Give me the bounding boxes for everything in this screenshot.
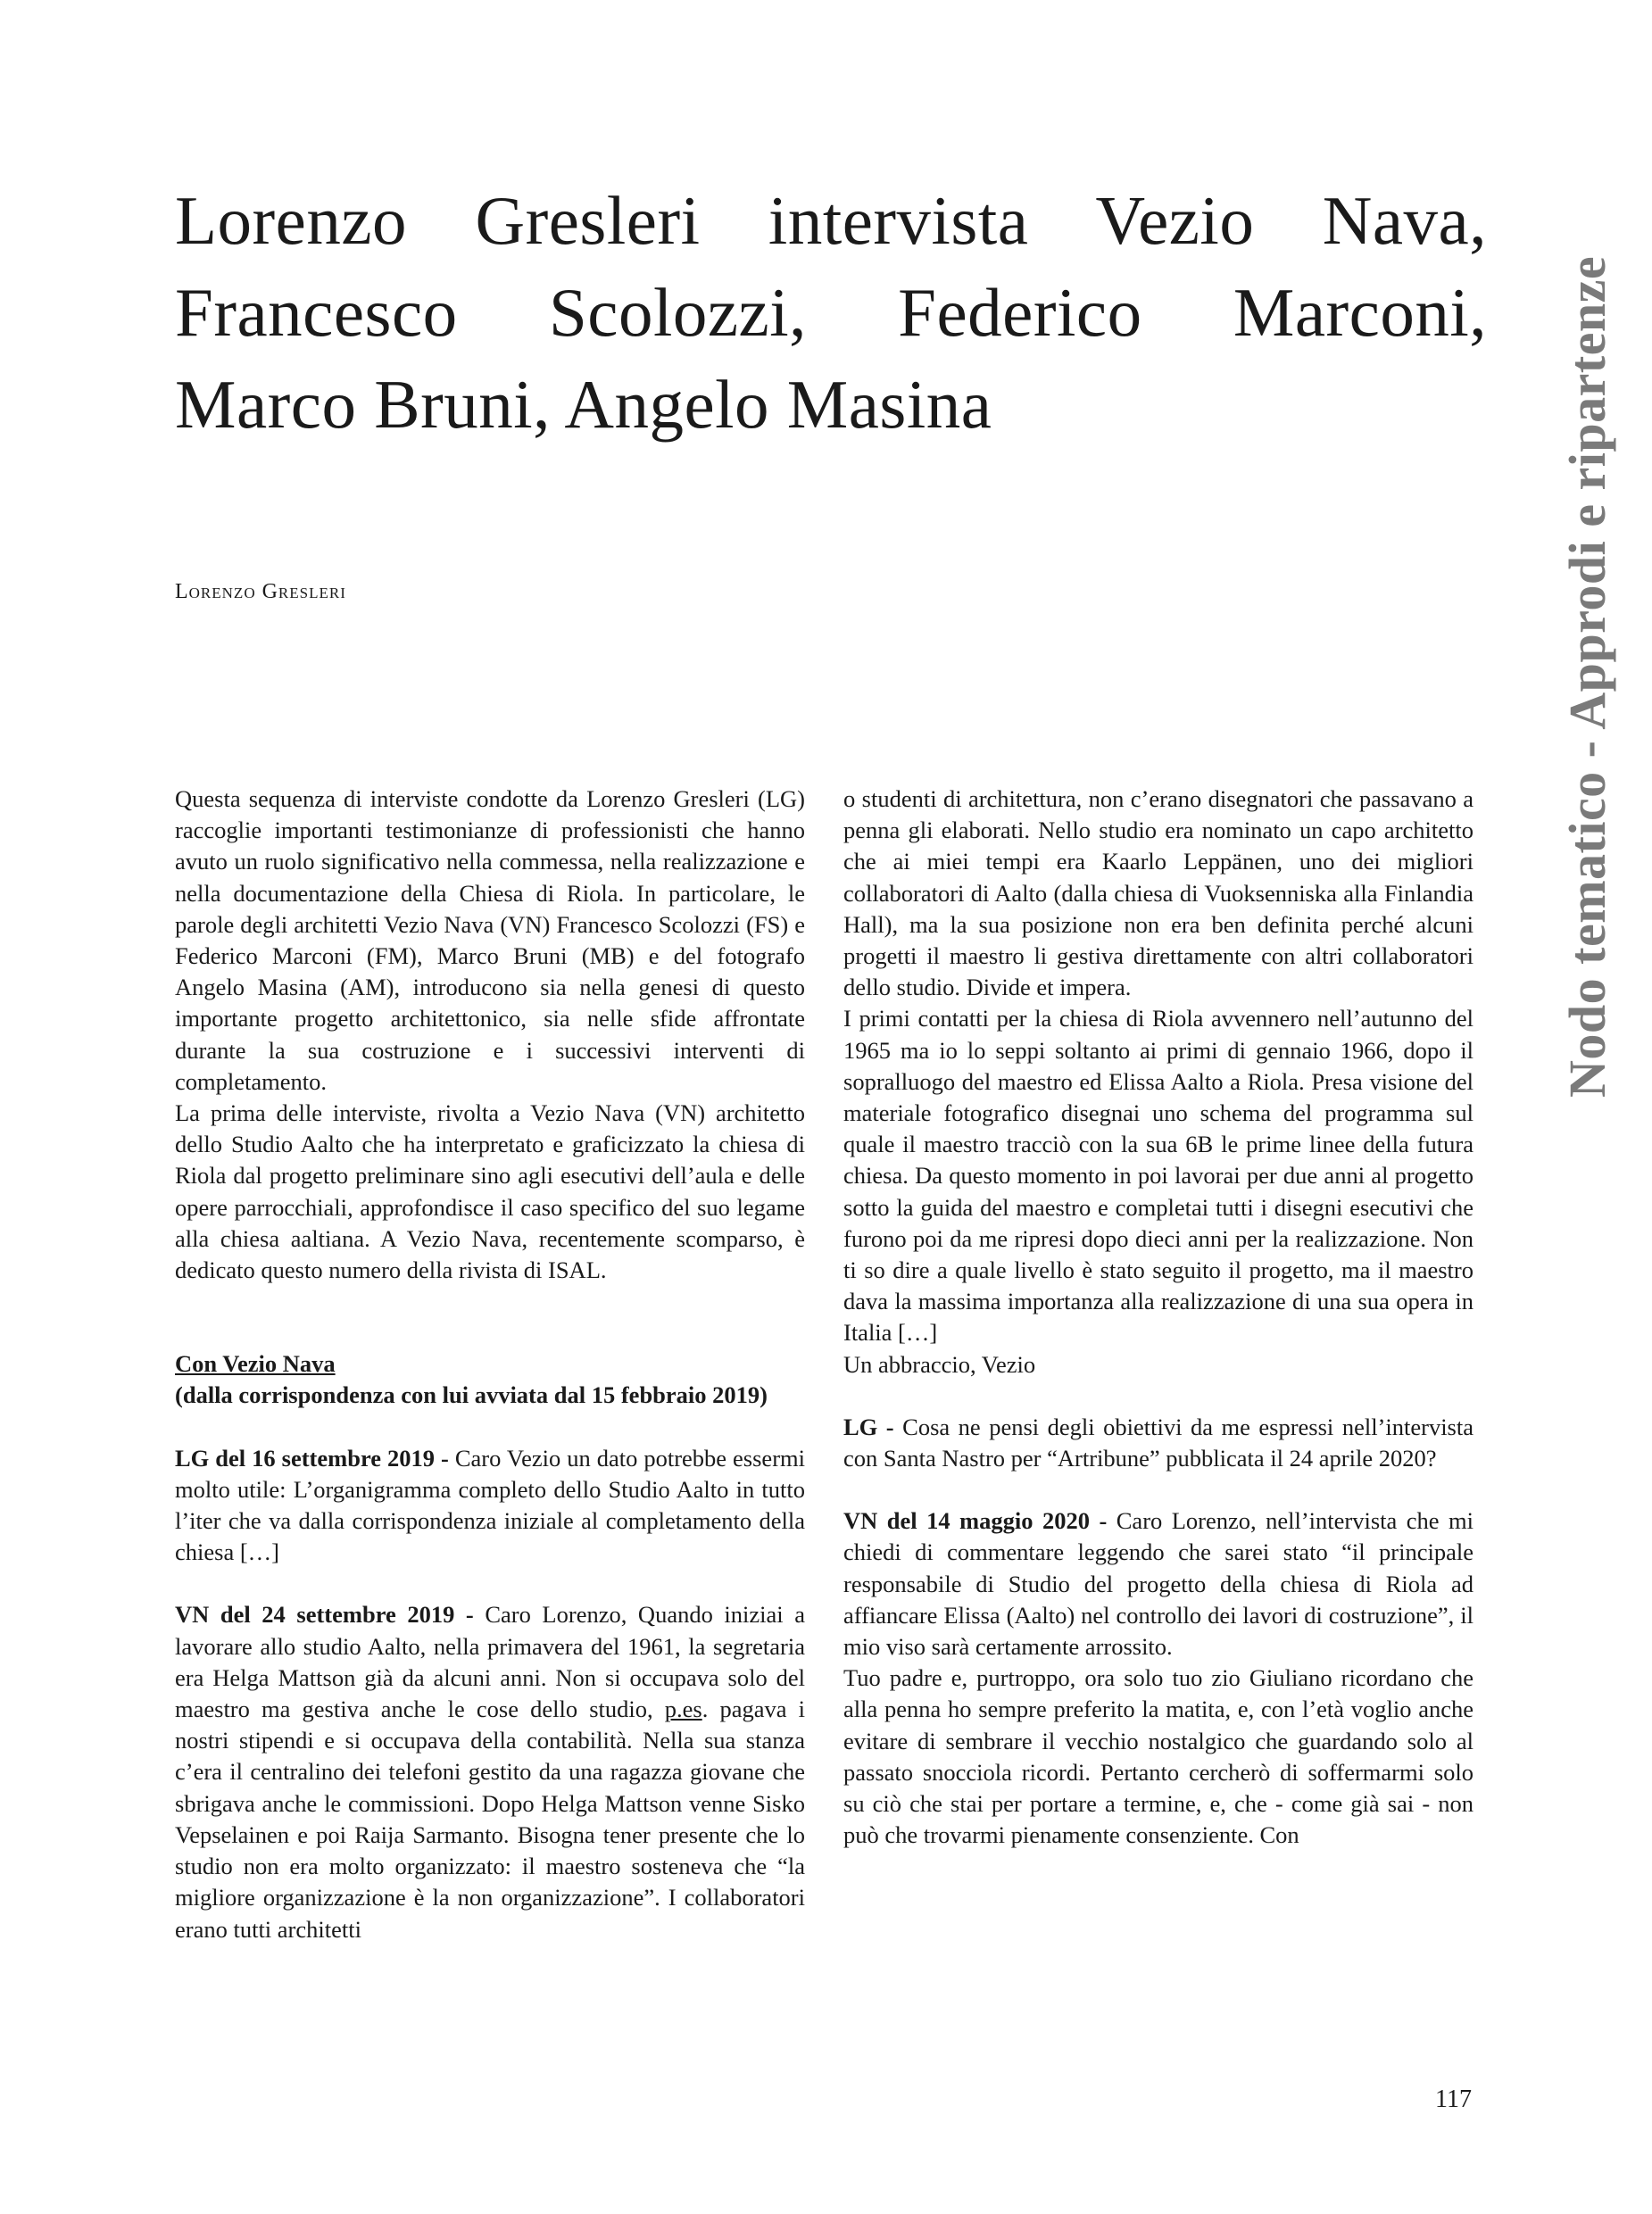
entry-text: Cosa ne pensi degli obiettivi da me espressi nell’intervista con Santa Nastro per “Artribune” pubblicata il 24 aprile 2020?: [843, 1413, 1474, 1472]
letter-paragraph: I primi contatti per la chiesa di Riola avvennero nell’autunno del 1965 ma io lo seppi soltanto ai primi di gennaio 1966, dopo il sopralluogo del maestro ed Elissa Aalto a Riola. Presa visione del materiale fotografico disegnai uno schema del programma sul quale il maestro tracciò con la sua 6B le prime linee della futura chiesa. Da questo momento in poi lavorai per due anni al progetto sotto la guida del maestro e completai tutti i disegni esecutivi che furono poi da me ripresi dopo dieci anni per la realizzazione. Non ti so dire a quale livello è stato seguito il progetto, ma il maestro dava la massima importanza alla realizzazione di una sua opera in Italia […]: [843, 1005, 1474, 1347]
spacer: [175, 1568, 805, 1599]
title-line: Lorenzo Gresleri intervista Vezio Nava,: [175, 182, 1487, 259]
left-column: [175, 784, 805, 1945]
intro-paragraph: La prima delle interviste, rivolta a Vezio Nava (VN) architetto dello Studio Aalto che ha interpretato e graficizzato la chiesa di Riola dal progetto preliminare sino agli esecutivi dell’aula e delle opere parrocchiali, approfondisce il caso specifico del suo legame alla chiesa aaltiana. A Vezio Nava, recentemente scomparso, è dedicato questo numero della rivista di ISAL.: [175, 1099, 805, 1284]
entry-label: VN del 24 settembre 2019 -: [175, 1601, 474, 1629]
entry-text: Caro Lorenzo, nell’intervista che mi chiedi di commentare leggendo che sarei stato “il principale responsabile di Studio del progetto della chiesa di Riola ad affiancare Elissa (Aalto) nel controllo dei lavori di costruzione”, il mio viso sarà certamente arrossito.: [843, 1507, 1474, 1661]
entry-text: Caro Vezio un dato potrebbe essermi molto utile: L’organigramma completo dello Studio Aalto in tutto l’iter che va dalla corrispondenza iniziale al completamento della chiesa […]: [175, 1444, 805, 1566]
intro-paragraph: Questa sequenza di interviste condotte da Lorenzo Gresleri (LG) raccoglie importanti testimonianze di professionisti che hanno avuto un ruolo significativo nella commessa, nella realizzazione e nella documentazione della Chiesa di Riola. In particolare, le parole degli architetti Vezio Nava (VN) Francesco Scolozzi (FS) e Federico Marconi (FM), Marco Bruni (MB) e del fotografo Angelo Masina (AM), introducono sia nella genesi di questo importante progetto architettonico, sia nelle sfide affrontate durante la sua costruzione e i successivi interventi di completamento.: [175, 785, 805, 1095]
section-subheading: (dalla corrispondenza con lui avviata dal 15 febbraio 2019): [175, 1381, 768, 1409]
author-byline: Lorenzo Gresleri: [175, 580, 346, 603]
page-number: 117: [1435, 2085, 1472, 2113]
spacer: [175, 1412, 805, 1443]
entry-text: Caro Lorenzo, Quando iniziai a lavorare allo studio Aalto, nella primavera del 1961, la segretaria era Helga Mattson già da alcuni anni. Non si occupava solo del maestro ma gestiva anche le cose dello studio,: [175, 1601, 805, 1723]
spacer: [175, 1286, 805, 1348]
section-heading: [175, 1348, 805, 1380]
letter-entry: [843, 1412, 1474, 1474]
abbreviation: p.es: [664, 1696, 702, 1723]
entry-label: LG -: [843, 1413, 894, 1440]
entry-label: VN del 14 maggio 2020 -: [843, 1507, 1108, 1535]
entry-text: . pagava i nostri stipendi e si occupava della contabilità. Nella sua stanza c’era il centralino dei telefoni gestito da una ragazza giovane che sbrigava anche le commissioni. Dopo Helga Mattson venne Sisko Vepselainen e poi Raija Sarmanto. Bisogna tener presente che lo studio non era molto organizzato: il maestro sosteneva che “la migliore organizzazione è la non organizzazione”. I collaboratori erano tutti architetti: [175, 1696, 805, 1943]
spacer: [843, 1381, 1474, 1412]
right-column: [843, 784, 1474, 1852]
letter-entry: [175, 1599, 805, 1945]
letter-signoff: Un abbraccio, Vezio: [843, 1350, 1036, 1378]
section-sidebar-label: Nodo tematico - Approdi e ripartenze: [1558, 255, 1616, 1098]
entry-label: LG del 16 settembre 2019 -: [175, 1444, 449, 1472]
spacer: [843, 1474, 1474, 1505]
letter-entry: [175, 1443, 805, 1569]
title-line: Francesco Scolozzi, Federico Marconi,: [175, 274, 1487, 351]
title-line: Marco Bruni, Angelo Masina: [175, 366, 992, 443]
article-title: [175, 175, 1487, 451]
letter-entry: [843, 1505, 1474, 1663]
letter-paragraph: Tuo padre e, purtroppo, ora solo tuo zio Giuliano ricordano che alla penna ho sempre preferito la matita, e, con l’età voglio anche evitare di sembrare il vecchio nostalgico che guardando solo al passato snocciola ricordi. Pertanto cercherò di soffermarmi solo su ciò che stai per portare a termine, e, che - come già sai - non può che trovarmi pienamente consenziente. Con: [843, 1664, 1474, 1849]
letter-paragraph: o studenti di architettura, non c’erano disegnatori che passavano a penna gli elaborati. Nello studio era nominato un capo architetto che ai miei tempi era Kaarlo Leppänen, uno dei migliori collaboratori di Aalto (dalla chiesa di Vuoksenniska alla Finlandia Hall), ma la sua posizione non era ben definita perché alcuni progetti il maestro li gestiva direttamente con altri collaboratori dello studio. Divide et impera.: [843, 785, 1474, 1001]
section-heading-text: Con Vezio Nava: [175, 1350, 336, 1378]
